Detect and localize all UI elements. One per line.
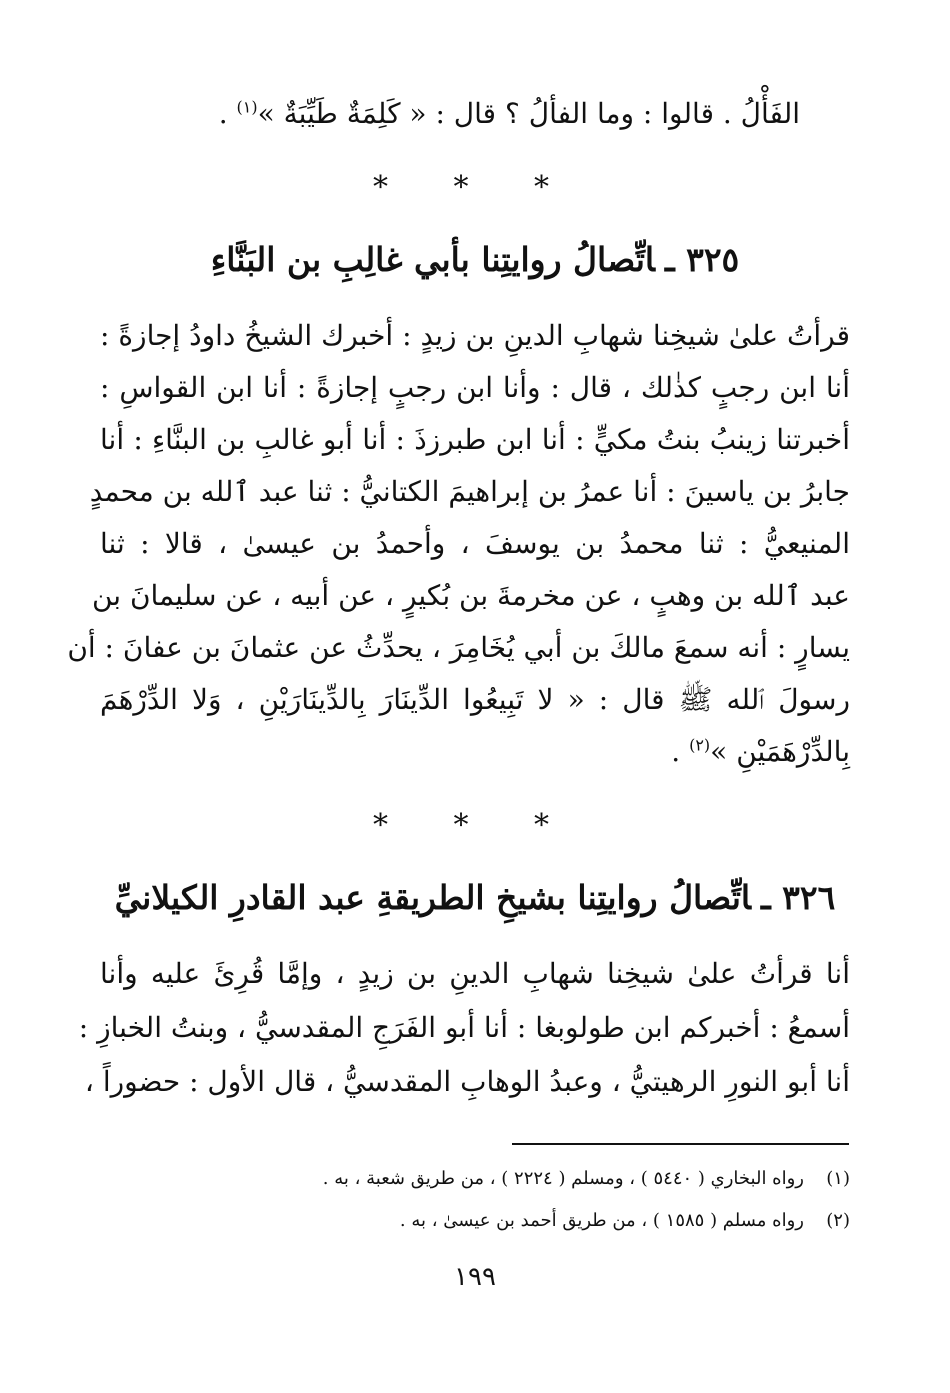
- section-325-title: اتِّصالُ روايتِنا بأبي غالِبِ بن البَنَّاءِ: [210, 240, 655, 279]
- text-line: عبد ٱلله بن وهبٍ ، عن مخرمةَ بن بُكيرٍ ، عن أبيه ، عن سليمانَ بن: [91, 579, 850, 612]
- footnote-ref-2[interactable]: (٢): [689, 735, 711, 755]
- text-line: أخبرتنا زينبُ بنتُ مكيٍّ : أنا ابن طبرزذَ : أنا أبو غالبِ بن البنَّاءِ : أنا: [100, 423, 850, 456]
- section-325-heading: [0, 240, 950, 279]
- last-line-text: بِالدِّرْهَمَيْنِ »: [710, 735, 850, 768]
- section-separator: * * *: [372, 170, 578, 205]
- section-325-number: ٣٢٥ ـ: [664, 240, 740, 279]
- section-326-heading: [0, 878, 950, 917]
- section-326-number: ٣٢٦ ـ: [760, 878, 836, 917]
- intro-end: .: [218, 97, 237, 130]
- text-line-last: [100, 728, 850, 776]
- last-line-end: .: [671, 735, 690, 768]
- footnote-2: [100, 1210, 850, 1231]
- intro-text: الفَأْلُ . قالوا : وما الفألُ ؟ قال : « كَلِمَةٌ طَيِّبَةٌ »: [257, 97, 800, 130]
- footnote-1: [100, 1168, 850, 1189]
- page-number: ١٩٩: [454, 1262, 496, 1292]
- text-line: المنيعيُّ : ثنا محمدُ بن يوسفَ ، وأحمدُ بن عيسىٰ ، قالا : ثنا: [100, 527, 850, 560]
- footnote-1-number: (١): [826, 1168, 850, 1189]
- text-line: أنا قرأتُ علىٰ شيخِنا شهابِ الدينِ بن زيدٍ ، وإمَّا قُرِئَ عليه وأنا: [100, 957, 850, 990]
- text-line: يسارٍ : أنه سمعَ مالكَ بن أبي يُخَامِرَ ، يحدِّثُ عن عثمانَ بن عفانَ : أن: [67, 631, 850, 664]
- footnote-ref-1[interactable]: (١): [236, 97, 258, 117]
- footnote-divider: [512, 1143, 849, 1145]
- text-line: أنا ابن رجبٍ كذٰلك ، قال : وأنا ابن رجبٍ إجازةً : أنا ابن القواسِ :: [100, 371, 850, 404]
- text-line: رسولَ ٱلله ﷺ قال : « لا تَبِيعُوا الدِّينَارَ بِالدِّينَارَيْنِ ، وَلا الدِّرْهَمَ: [100, 683, 850, 716]
- footnote-2-number: (٢): [826, 1210, 850, 1231]
- footnote-2-text: رواه مسلم ( ١٥٨٥ ) ، من طريق أحمد بن عيسىٰ ، به .: [399, 1210, 804, 1231]
- text-line: جابرُ بن ياسينَ : أنا عمرُ بن إبراهيمَ الكتانيُّ : ثنا عبد ٱلله بن محمدٍ: [89, 475, 850, 508]
- intro-line: [100, 90, 800, 138]
- section-separator: * * *: [372, 808, 578, 843]
- footnote-1-text: رواه البخاري ( ٥٤٤٠ ) ، ومسلم ( ٢٢٢٤ ) ، من طريق شعبة ، به .: [322, 1168, 804, 1189]
- section-326-title: اتِّصالُ روايتِنا بشيخِ الطريقةِ عبد القادرِ الكيلانيِّ: [114, 878, 751, 917]
- text-line: قرأتُ علىٰ شيخِنا شهابِ الدينِ بن زيدٍ : أخبرك الشيخُ داودُ إجازةً :: [100, 319, 850, 352]
- text-line: أسمعُ : أخبركم ابن طولوبغا : أنا أبو الفَرَجِ المقدسيُّ ، وبنتُ الخبازِ :: [78, 1011, 850, 1044]
- text-line: أنا أبو النورِ الرهيتيُّ ، وعبدُ الوهابِ المقدسيُّ ، قال الأول : حضوراً ،: [84, 1065, 850, 1098]
